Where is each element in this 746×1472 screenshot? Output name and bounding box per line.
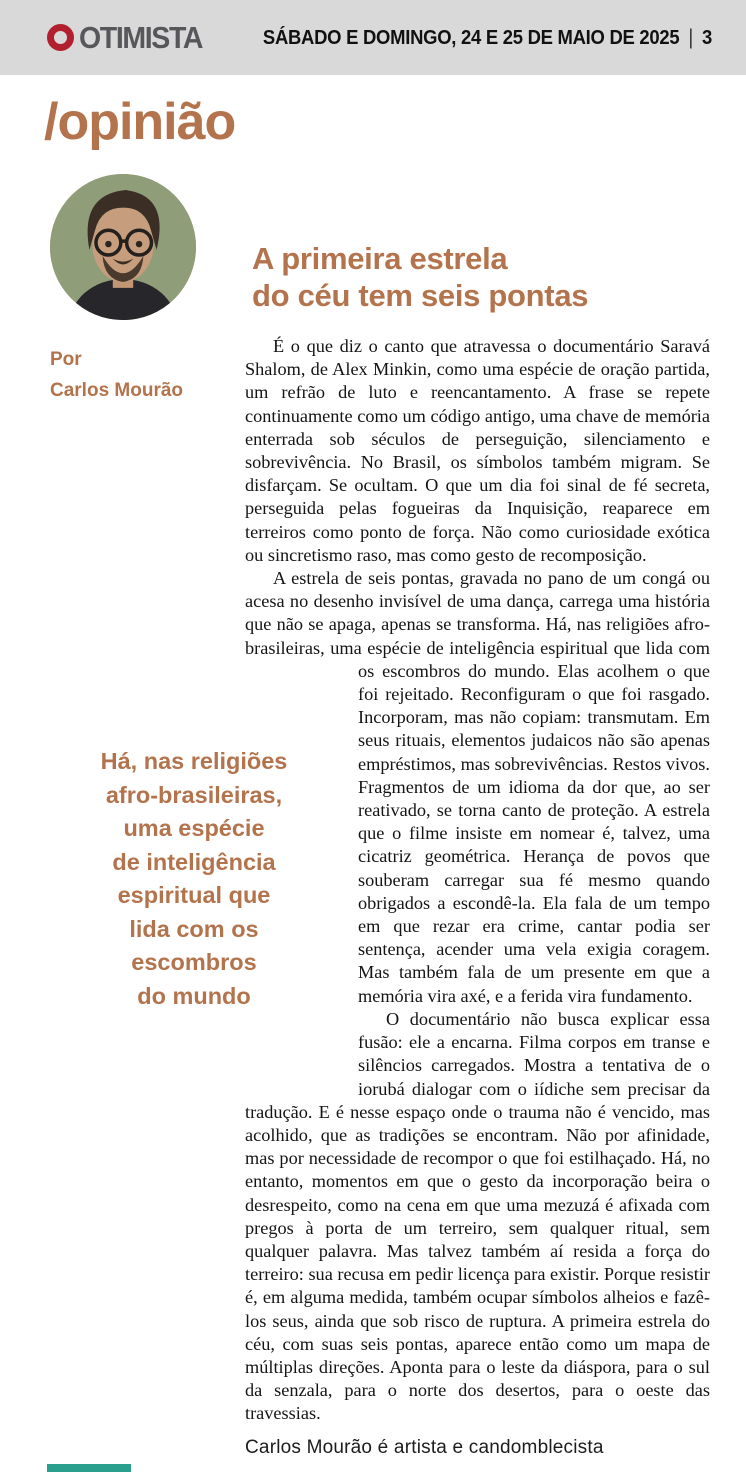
pull-quote-line: espiritual que	[117, 882, 271, 908]
article-title-line: do céu tem seis pontas	[252, 278, 589, 313]
pull-quote-line: do mundo	[137, 982, 251, 1009]
paragraph-segment: A estrela de seis pontas, gravada no pano de um congá ou acesa no desenho invisível de uma dança, carrega uma história que não se apaga, apenas se transforma. Há, nas religiões afro-brasileiras, uma espécie de inteligência espiritual que	[245, 568, 710, 658]
byline-prefix: Por	[50, 349, 82, 370]
masthead	[0, 0, 746, 75]
edition-info	[263, 26, 712, 50]
article	[245, 240, 710, 1426]
logo-wordmark: OTIMISTA	[79, 19, 203, 55]
section-title: /opinião	[44, 93, 236, 151]
newspaper-logo	[47, 20, 213, 56]
paragraph-segment: lida com os escombros do mundo. Elas acolhem o que foi rejeitado. Reconfiguram o que foi rasgado. Incorporam, mas não copiam: transmutam. Em seus rituais, elementos judaicos não são apenas empréstimos, mas sobrevivências. Restos vivos. Fragmentos de um idioma da dor que, ao ser reativado, se torna canto de proteção. A estrela que o filme insiste em nomear é, talvez, uma cicatriz geométrica. Herança de povos que souberam carregar sua fé mesmo quando obrigados a escondê-la. Ela fala de um tempo em que rezar era crime, cantar podia ser sentença, acender uma vela exigia coragem. Mas também fala de um presente em que a memória vira axé, e a ferida vira fundamento.	[358, 637, 710, 1006]
pull-quote-spacer	[245, 660, 358, 1080]
author-portrait-illustration	[50, 174, 196, 320]
article-title	[252, 240, 710, 314]
pull-quote-line: uma espécie	[123, 815, 265, 841]
pull-quote-line: afro-brasileiras,	[105, 781, 283, 808]
pull-quote-line: Há, nas religiões	[100, 748, 288, 774]
author-avatar	[50, 174, 196, 320]
author-footer-note: Carlos Mourão é artista e candomblecista	[245, 1437, 604, 1458]
article-paragraph: O documentário não busca explicar essa fusão: ele a encarna. Filma corpos em transe e silêncios carregados. Mostra a tentativa de o iorubá dialogar com o iídiche sem precisar da tradução. E é nesse espaço onde o trauma não é vencido, mas acolhido, que as tradições se encontram. Não por afinidade, mas por necessidade de recompor o que foi estilhaçado. Há, no entanto, momentos em que o gesto da incorporação beira o desrespeito, como na cena em que uma mezuzá é afixada com pregos à porta de um terreiro, sem qualquer ritual, sem qualquer palavra. Mas talvez também aí resida a força do terreiro: sua recusa em pedir licença para existir. Porque resistir é, em alguma medida, também ocupar símbolos alheios e fazê-los seus, ainda que sob risco de ruptura. A primeira estrela do céu, com suas seis pontas, aparece então como um mapa de múltiplas direções. Aponta para o leste da diáspora, para o sul da senzala, para o norte dos desertos, para o oeste das travessias.	[245, 1008, 710, 1424]
article-paragraph	[245, 567, 710, 1008]
byline-author: Carlos Mourão	[50, 380, 184, 401]
pull-quote-line: escombros	[131, 949, 257, 975]
article-paragraph: É o que diz o canto que atravessa o documentário Saravá Shalom, de Alex Minkin, como uma espécie de oração partida, um refrão de luto e reencantamento. A frase se repete continuamente como um código antigo, uma chave de memória enterrada sob séculos de perseguição, silenciamento e sobrevivência. No Brasil, os símbolos também migram. Se disfarçam. Se ocultam. O que um dia foi sinal de fé secreta, perseguida pelas fogueiras da Inquisição, reaparece em terreiros como ponto de força. Não como curiosidade exótica ou sincretismo raso, mas como gesto de recomposição.	[245, 336, 710, 565]
byline	[50, 344, 183, 406]
edition-date: SÁBADO E DOMINGO, 24 E 25 DE MAIO DE 2025	[262, 25, 680, 49]
article-title-line: A primeira estrela	[252, 241, 508, 276]
edition-separator: |	[688, 25, 693, 49]
bottom-teal-bar	[47, 1464, 131, 1472]
page-number: 3	[701, 25, 712, 49]
logo-o-ring-icon	[47, 24, 74, 51]
pull-quote-line: lida com os	[129, 915, 259, 942]
pull-quote-line: de inteligência	[112, 848, 276, 875]
